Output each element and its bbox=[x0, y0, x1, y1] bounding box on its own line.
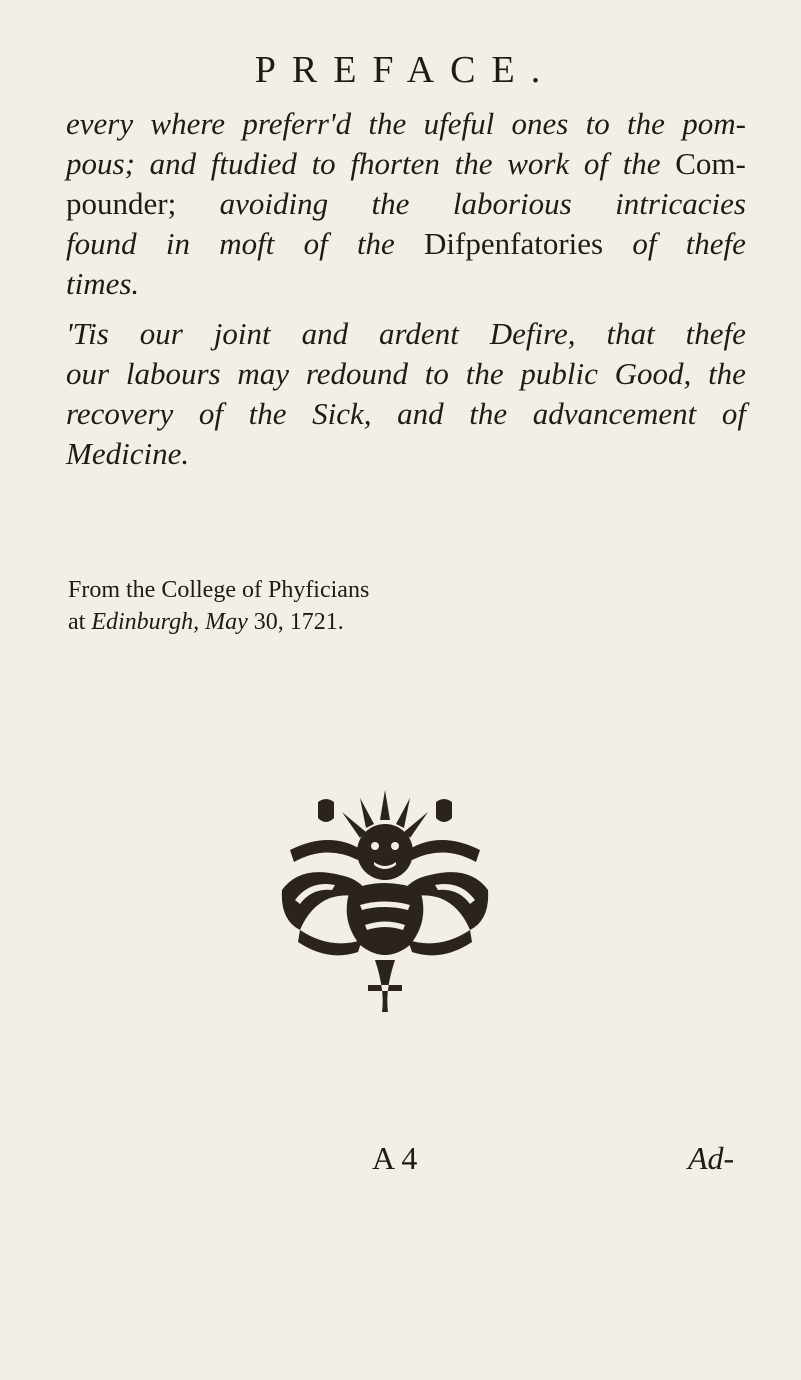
signature-line-2: at Edinburgh, May 30, 1721. bbox=[68, 609, 344, 635]
text-line: 'Tis our joint and ardent Defire, that thefe bbox=[66, 316, 746, 351]
text-line: times. bbox=[66, 266, 140, 301]
sun-face-ornament-icon bbox=[270, 780, 500, 1020]
catchword: Ad- bbox=[688, 1140, 735, 1176]
text-line: our labours may redound to the public Good, the bbox=[66, 356, 746, 391]
text-line: recovery of the Sick, and the advancement of bbox=[66, 396, 746, 431]
text-line: Medicine. bbox=[66, 436, 190, 471]
page-header: PREFACE. bbox=[254, 49, 557, 91]
text-line: every where preferr'd the ufeful ones to the pom- bbox=[66, 106, 746, 141]
signature-mark: A 4 bbox=[372, 1140, 418, 1176]
paragraph-1 bbox=[66, 104, 746, 304]
text-line: pounder; avoiding the laborious intricacies bbox=[66, 186, 746, 221]
signature-block bbox=[68, 574, 568, 638]
paragraph-2 bbox=[66, 314, 746, 474]
text-line: found in moft of the Difpenfatories of thefe bbox=[66, 226, 746, 261]
text-line: pous; and ftudied to fhorten the work of the Com- bbox=[66, 146, 746, 181]
signature-line-1: From the College of Phyficians bbox=[68, 577, 370, 603]
